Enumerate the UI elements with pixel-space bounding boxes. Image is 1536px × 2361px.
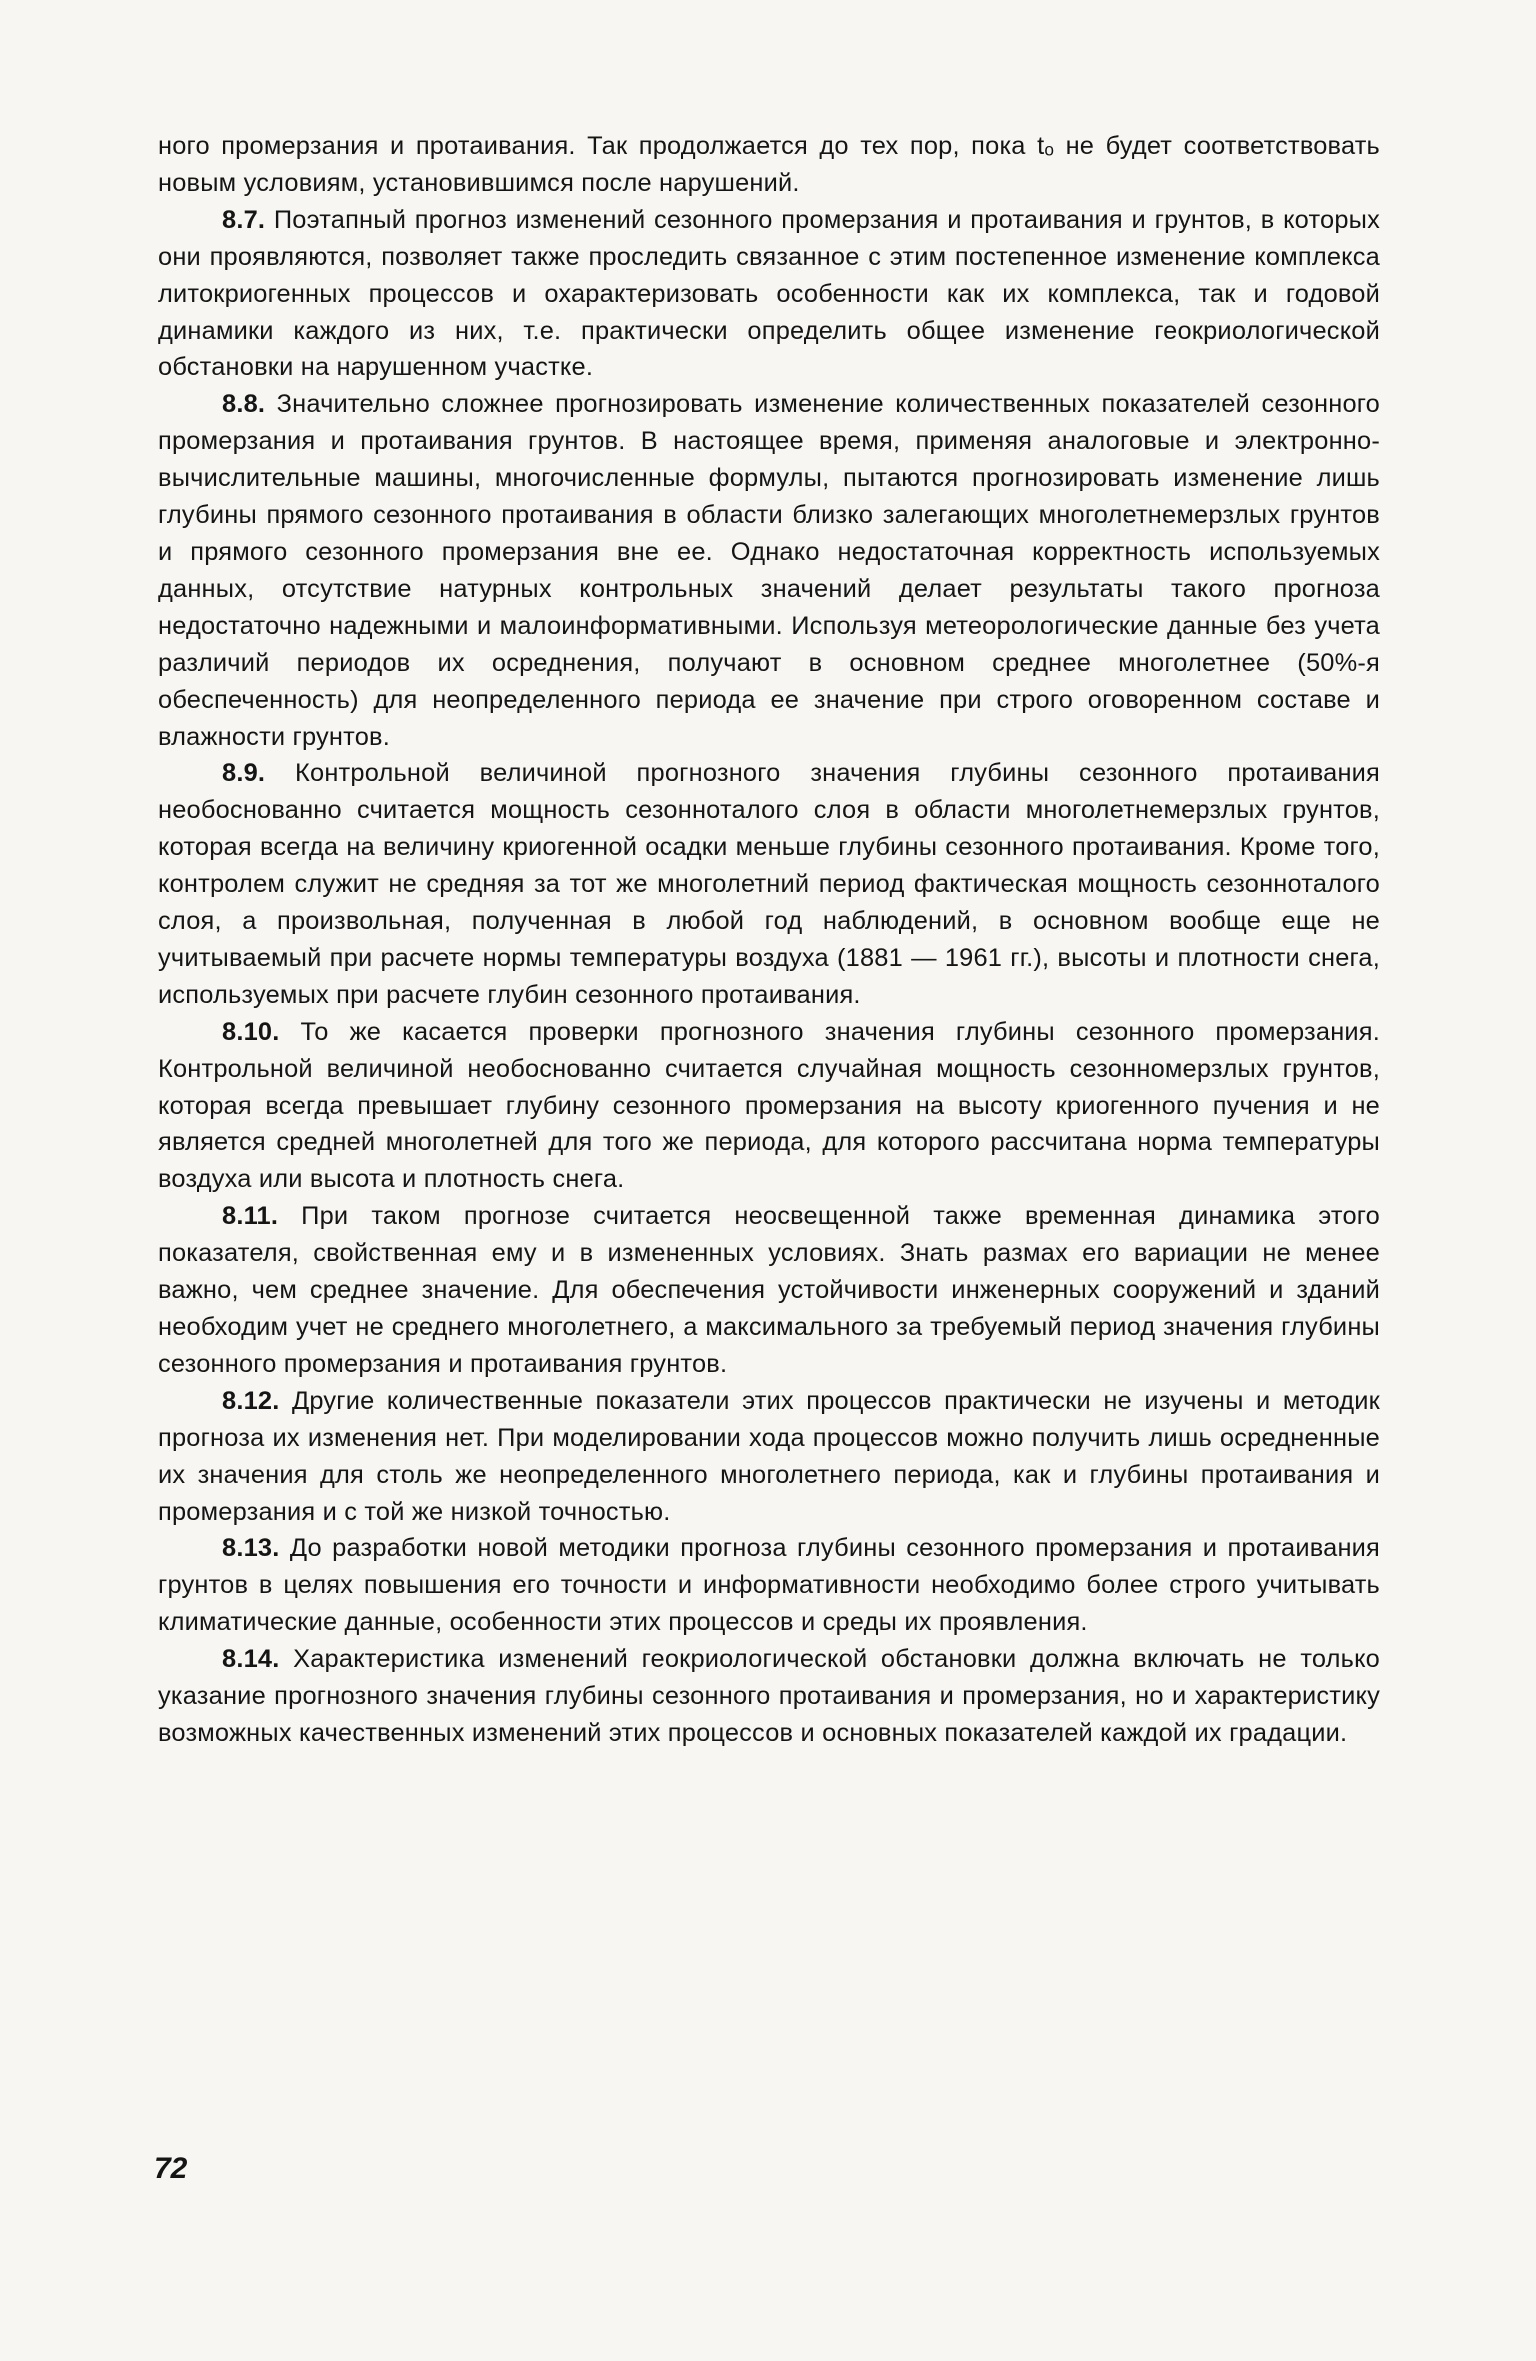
paragraph-number: 8.8. bbox=[222, 390, 266, 419]
paragraph-text: Поэтапный прогноз изменений сезонного промерзания и протаивания и грунтов, в которых они проявляются, позволяет также проследить связанное с этим постепенное изменение комплекса литокриогенных процессов и охарактеризовать особенности как их комплекса, так и годовой динамики каждого из них, т.е. практически определить общее изменение геокриологической обстановки на нарушенном участке. bbox=[158, 205, 1380, 382]
paragraph-text: До разработки новой методики прогноза глубины сезонного промерзания и протаивания грунтов в целях повышения его точности и информативности необходимо более строго учитывать климатические данные, особенности этих процессов и среды их проявления. bbox=[158, 1534, 1380, 1637]
paragraph-text: Значительно сложнее прогнозировать изменение количественных показателей сезонного промерзания и протаивания грунтов. В настоящее время, применяя аналоговые и электронно-вычислительные машины, многочисленные формулы, пытаются прогнозировать изменение лишь глубины прямого сезонного протаивания в области близко залегающих многолетнемерзлых грунтов и прямого сезонного промерзания вне ее. Однако недостаточная корректность используемых данных, отсутствие натурных контрольных значений делает результаты такого прогноза недостаточно надежными и малоинформативными. Используя метеорологические данные без учета различий периодов их осреднения, получают в основном среднее многолетнее (50%-я обеспеченность) для неопределенного периода ее значение при строго оговоренном составе и влажности грунтов. bbox=[158, 390, 1380, 751]
paragraph-number: 8.12. bbox=[222, 1386, 280, 1415]
paragraph-number: 8.10. bbox=[222, 1017, 280, 1046]
body-text bbox=[158, 128, 1380, 1752]
paragraph-number: 8.14. bbox=[222, 1645, 280, 1674]
paragraph-8-9 bbox=[158, 755, 1380, 1013]
paragraph-8-7 bbox=[158, 202, 1380, 387]
paragraph-text: То же касается проверки прогнозного значения глубины сезонного промерзания. Контрольной величиной необоснованно считается случайная мощность сезонномерзлых грунтов, которая всегда превышает глубину сезонного промерзания на высоту криогенного пучения и не является средней многолетней для того же периода, для которого рассчитана норма температуры воздуха или высота и плотность снега. bbox=[158, 1017, 1380, 1194]
paragraph-text: Другие количественные показатели этих процессов практически не изучены и методик прогноза их изменения нет. При моделировании хода процессов можно получить лишь осредненные их значения для столь же неопределенного многолетнего периода, как и глубины протаивания и промерзания и с той же низкой точностью. bbox=[158, 1386, 1380, 1526]
paragraph-8-12 bbox=[158, 1383, 1380, 1531]
paragraph-8-10 bbox=[158, 1014, 1380, 1199]
paragraph-number: 8.11. bbox=[222, 1202, 279, 1231]
paragraph-8-8 bbox=[158, 386, 1380, 755]
paragraph-number: 8.13. bbox=[222, 1534, 280, 1563]
page-number: 72 bbox=[154, 2152, 188, 2185]
continuation-paragraph: ного промерзания и протаивания. Так продолжается до тех пор, пока tₒ не будет соответствовать новым условиям, установившимся после нарушений. bbox=[158, 132, 1380, 197]
paragraph-text: При таком прогнозе считается неосвещенной также временная динамика этого показателя, свойственная ему и в измененных условиях. Знать размах его вариации не менее важно, чем среднее значение. Для обеспечения устойчивости инженерных сооружений и зданий необходим учет не среднего многолетнего, а максимального за требуемый период значения глубины сезонного промерзания и протаивания грунтов. bbox=[158, 1202, 1380, 1378]
paragraph-text: Характеристика изменений геокриологической обстановки должна включать не только указание прогнозного значения глубины сезонного протаивания и промерзания, но и характеристику возможных качественных изменений этих процессов и основных показателей каждой их градации. bbox=[158, 1645, 1380, 1747]
paragraph-number: 8.9. bbox=[222, 759, 266, 788]
paragraph-8-14 bbox=[158, 1641, 1380, 1752]
paragraph-text: Контрольной величиной прогнозного значения глубины сезонного протаивания необоснованно считается мощность сезонноталого слоя в области многолетнемерзлых грунтов, которая всегда на величину криогенной осадки меньше глубины сезонного протаивания. Кроме того, контролем служит не средняя за тот же многолетний период фактическая мощность сезонноталого слоя, а произвольная, полученная в любой год наблюдений, в основном вообще еще не учитываемый при расчете нормы температуры воздуха (1881 — 1961 гг.), высоты и плотности снега, используемых при расчете глубин сезонного протаивания. bbox=[158, 759, 1380, 1009]
paragraph-8-13 bbox=[158, 1530, 1380, 1641]
paragraph-number: 8.7. bbox=[222, 205, 266, 234]
paragraph-8-11 bbox=[158, 1198, 1380, 1383]
